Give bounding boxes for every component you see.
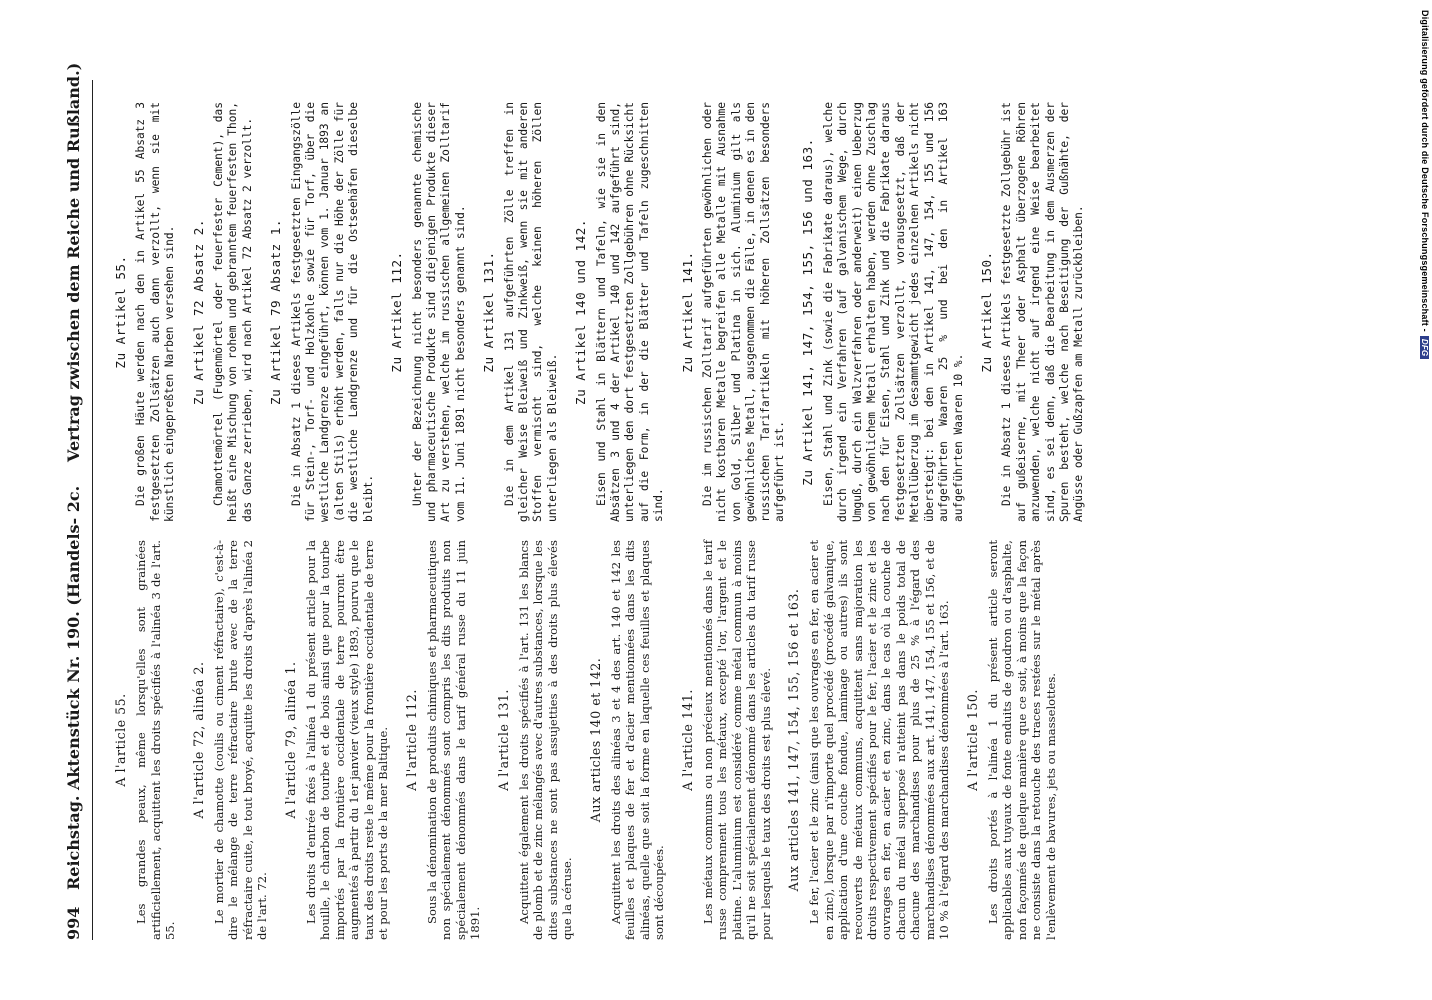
section-heading: Aux articles 140 et 142.: [587, 657, 603, 823]
dfg-logo: DFG: [1420, 336, 1429, 360]
section-text: Eisen, Stahl und Zink (sowie die Fabrikate daraus), welche durch irgend ein Verfahren (auf galvanischem Wege, durch Umguß, durch ein Walzverfahren oder anderweit) einen Ueberzug von gewöhnlichem Metall erhalten haben, werden ohne Zuschlag nach den für Eisen, Stahl und Zink und die Fabrikate daraus festgesetzten Zollsätzen verzollt, vorausgesetzt, daß der Metallüberzug im Gesammtgewicht jedes einzelnen Artikels nicht übersteigt: bei den in Artikel 141, 147, 154, 155 und 156 aufgeführten Waaren 25 % und bei den in Artikel 163 aufgeführten Waaren 10 %.: [821, 102, 965, 522]
section-heading: A l'article 131.: [495, 689, 511, 791]
section-heading: Zu Artikel 72 Absatz 2.: [190, 219, 206, 405]
section-de-55: [114, 102, 178, 522]
section-de-112: [390, 102, 468, 522]
section-text: Sous la dénomination de produits chimiques et pharmaceutiques non spécialement dénommés sont compris les dits produits non spécialement dénommés dans le tarif général russe du 11 juin 1891.: [424, 540, 483, 940]
section-fr-79: [284, 540, 391, 940]
header-left-title: Reichstag. Aktenstück Nr. 190. (Handels- 2c.: [64, 485, 83, 890]
section-de-131: [482, 102, 560, 522]
header-right-title: Vertrag zwischen dem Reiche und Rußland.): [64, 62, 83, 462]
digitization-note-text: Digitalisierung gefördert durch die Deutsche Forschungsgemeinschaft -: [1420, 10, 1430, 332]
section-heading: A l'article 112.: [403, 689, 419, 791]
section-fr-141: [681, 540, 773, 940]
section-text: Acquittent les droits des alinéas 3 et 4 des art. 140 et 142 les feuilles et plaques de fer et d'acier mentionnées dans les dits alinéas, quelle que soit la forme en laquelle ces feuilles et plaques sont découpées.: [608, 540, 667, 940]
header-rule: [92, 80, 93, 940]
section-text: Unter der Bezeichnung nicht besonders genannte chemische und pharmaceutische Produkte sind diejenigen Produkte dieser Art zu verstehen, welche im russischen allgemeinen Zolltarif vom 11. Juni 1891 nicht besonders genannt sind.: [410, 102, 467, 522]
section-heading: A l'article 55.: [113, 693, 128, 787]
section-heading: Zu Artikel 55.: [113, 255, 128, 369]
section-heading: A l'article 150.: [964, 689, 980, 791]
section-text: Acquittent également les droits spécifiés à l'art. 131 les blancs de plomb et de zinc mélangés avec d'autres substances, lorsque les dites substances ne sont pas assujetties à des droits plus élevés que la céruse.: [516, 540, 575, 940]
section-text: Die in Absatz 1 dieses Artikels festgesetzten Eingangszölle für Stein-, Torf- und Holzkohle sowie für Torf, über die westliche Landgrenze eingeführt, können vom 1. Januar 1893 an (alten Stils) erhöht werden, falls nur die Höhe der Zölle für die westliche Landgrenze und für die Ostseehäfen dieselbe bleibt.: [289, 102, 375, 522]
page-header: [64, 62, 92, 940]
section-de-72: [192, 102, 256, 522]
section-text: Le mortier de chamotte (coulis ou ciment réfractaire), c'est-à-dire le mélange de terre réfractaire brute avec de la terre réfractaire cuite, le tout broyé, acquitte les droits d'après l'alinéa 2 de l'art. 72.: [212, 540, 270, 940]
section-fr-55: [114, 540, 178, 940]
section-heading: Zu Artikel 150.: [978, 251, 994, 373]
french-column: [100, 540, 1062, 940]
section-text: Les droits d'entrée fixés à l'alinéa 1 du présent article pour la houille, le charbon de tourbe et de bois ainsi que pour la tourbe importés par la frontière occidentale de terre pourront être augmentés à partir du 1er janvier (vieux style) 1893, pourvu que le taux des droits reste le même pour la frontière occidentale de terre et pour les ports de la mer Baltique.: [304, 540, 391, 940]
section-fr-131: [497, 540, 575, 940]
section-text: Les grandes peaux, même lorsqu'elles sont grainées artificiellement, acquittent les droits spécifiés à l'alinéa 3 de l'art. 55.: [134, 540, 178, 940]
section-fr-112: [405, 540, 483, 940]
section-fr-72: [192, 540, 270, 940]
section-heading: Zu Artikel 112.: [389, 251, 405, 373]
section-heading: A l'article 141.: [679, 689, 695, 791]
section-text: Eisen und Stahl in Blättern und Tafeln, wie sie in den Absätzen 3 und 4 der Artikel 140 und 142 aufgeführt sind, unterliegen den dort festgesetzten Zollgebühren ohne Rücksicht auf die Form, in der die Blätter und Tafeln zugeschnitten sind.: [594, 102, 666, 522]
section-fr-140-142: [589, 540, 667, 940]
digitization-sidebar: [1414, 10, 1430, 990]
section-text: Die in Absatz 1 dieses Artikels festgesetzte Zollgebühr ist auf gußeiserne, mit Theer oder Asphalt überzogene Röhren anzuwenden, welche nicht auf irgend eine Weise bearbeitet sind, es sei denn, daß die Bearbeitung in dem Ausmerzen der Spuren besteht, welche nach Beseitigung der Gußnähte, der Angüsse oder Gußzapfen am Metall zurückbleiben.: [1000, 102, 1086, 522]
section-fr-150: [966, 540, 1058, 940]
section-heading: A l'article 72, alinéa 2.: [190, 661, 206, 819]
section-text: Die im russischen Zolltarif aufgeführten gewöhnlichen oder nicht kostbaren Metalle begreifen alle Metalle mit Ausnahme von Gold, Silber und Platina in sich. Aluminium gilt als gewöhnliches Metall, ausgenommen die Fälle, in denen es in den russischen Tarifartikeln mit höheren Zollsätzen besonders aufgeführt ist.: [701, 102, 787, 522]
section-text: Les droits portés à l'alinéa 1 du présent article seront applicables aux tuyaux de fonte enduits de goudron ou d'asphalte, non façonnés de quelque manière que ce soit, à moins que la façon ne consiste dans la retouche des traces restées sur le métal après l'enlèvement de bavures, jets ou masselottes.: [985, 540, 1058, 940]
section-de-141: [681, 102, 788, 522]
section-text: Die großen Häute werden nach den in Artikel 55 Absatz 3 festgesetzten Zollsätzen auch dann verzollt, wenn sie mit künstlich eingepreßten Narben versehen sind.: [134, 102, 177, 522]
section-heading: Zu Artikel 141.: [679, 251, 695, 373]
section-text: Les métaux communs ou non précieux mentionnés dans le tarif russe comprennent tous les métaux, excepté l'or, l'argent et le platine. L'aluminium est considéré comme métal commun à moins qu'il ne soit spécialement dénommé dans les articles du tarif russe pour lesquels le taux des droits est plus élevé.: [701, 540, 773, 940]
section-text: Le fer, l'acier et le zinc (ainsi que les ouvrages en fer, en acier et en zinc), lorsque par n'importe quel procédé (procédé galvanique, application d'une couche fondue, laminage ou autres) ils sont recouverts de métaux communs, acquittent sans majoration les droits respectivement spécifiés pour le fer, l'acier et le zinc et les ouvrages en fer, en acier et en zinc, dans le cas où la couche de chacun du métal superposé n'atteint pas dans le poids total de chacune des marchandises pour plus de 25 % à l'égard des marchandises dénommées aux art. 141, 147, 154, 155 et 156, et de 10 % à l'égard des marchandises dénommées à l'art. 163.: [807, 540, 952, 940]
section-heading: Zu Artikel 140 und 142.: [573, 219, 589, 405]
section-heading: Zu Artikel 79 Absatz 1.: [268, 219, 284, 405]
section-heading: Aux articles 141, 147, 154, 155, 156 et 163.: [786, 588, 802, 892]
section-de-79: [269, 102, 376, 522]
section-de-150: [980, 102, 1087, 522]
german-column: [100, 102, 1091, 522]
section-heading: Zu Artikel 131.: [481, 251, 497, 373]
section-heading: A l'article 79, alinéa 1.: [282, 661, 298, 819]
digitization-note: [1414, 10, 1430, 990]
section-text: Die in dem Artikel 131 aufgeführten Zölle treffen in gleicher Weise Bleiweiß und Zinkweiß, wenn sie mit anderen Stoffen vermischt sind, welche keinen höheren Zöllen unterliegen als Bleiweiß.: [502, 102, 559, 522]
section-heading: Zu Artikel 141, 147, 154, 155, 156 und 163.: [800, 138, 816, 486]
section-de-141-163: [801, 102, 965, 522]
section-de-140-142: [574, 102, 666, 522]
section-fr-141-163: [787, 540, 951, 940]
page-number: 994: [64, 906, 83, 940]
section-text: Chamottemörtel (Fugenmörtel oder feuerfester Cement), das heißt eine Mischung von rohem und gebranntem feuerfesten Thon, das Ganze zerrieben, wird nach Artikel 72 Absatz 2 verzollt.: [212, 102, 254, 522]
